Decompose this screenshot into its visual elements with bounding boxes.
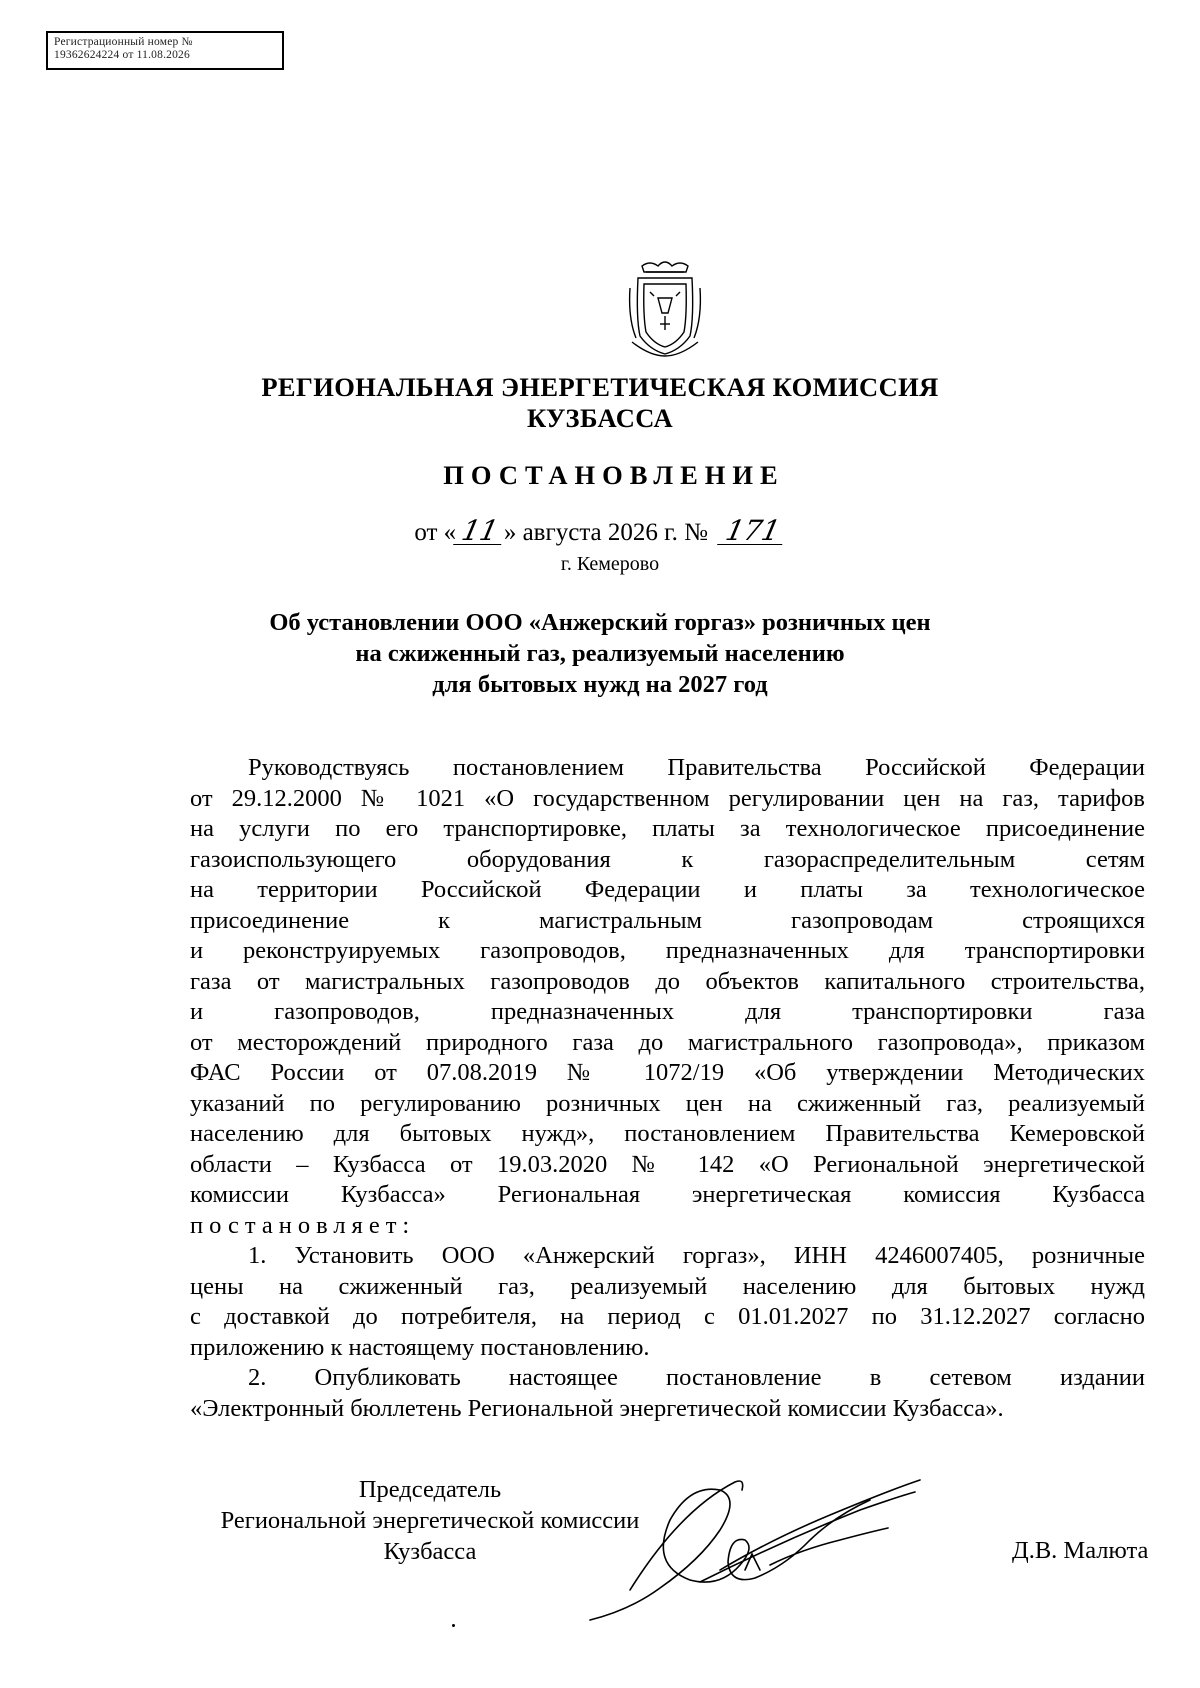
- signatory-title-line2: Региональной энергетической комиссии: [220, 1507, 640, 1534]
- document-body: [190, 753, 1145, 1424]
- city: г. Кемерово: [560, 553, 660, 575]
- subject-line1: Об установлении ООО «Анжерский горгаз» розничных цен: [269, 609, 931, 636]
- registration-stamp: [46, 31, 284, 70]
- date-middle: » августа 2026 г. №: [503, 519, 708, 546]
- body-line-resolves: постановляет:: [190, 1211, 416, 1239]
- body-line: с доставкой до потребителя, на период с 01.01.2027 по 31.12.2027 согласно: [190, 1303, 1145, 1330]
- document-number-handwritten: 171: [717, 518, 788, 545]
- body-line: «Электронный бюллетень Региональной энергетической комиссии Кузбасса».: [190, 1394, 1004, 1422]
- scan-dot: [452, 1624, 455, 1627]
- signatory-title-line3: Кузбасса: [383, 1538, 477, 1565]
- signatory-name: Д.В. Малюта: [1012, 1537, 1149, 1564]
- body-line: комиссии Кузбасса» Региональная энергетическая комиссия Кузбасса: [190, 1181, 1145, 1208]
- body-line: присоединение к магистральным газопроводам строящихся: [190, 906, 1145, 934]
- date-day-handwritten: 11: [453, 518, 506, 545]
- organization-title-line2: КУЗБАССА: [526, 403, 674, 433]
- body-line: населению для бытовых нужд», постановлением Правительства Кемеровской: [190, 1120, 1145, 1147]
- body-line: на территории Российской Федерации и платы за технологическое: [190, 876, 1145, 903]
- body-line: приложению к настоящему постановлению.: [190, 1333, 650, 1361]
- document-subject: [0, 607, 1200, 700]
- subject-line2: на сжиженный газ, реализуемый населению: [355, 640, 845, 667]
- body-line: газоиспользующего оборудования к газораспределительным сетям: [190, 845, 1145, 873]
- body-line: ФАС России от 07.08.2019 № 1072/19 «Об утверждении Методических: [190, 1059, 1145, 1086]
- signatory-title-line1: Председатель: [358, 1476, 502, 1503]
- body-line: и газопроводов, предназначенных для транспортировки газа: [190, 998, 1145, 1025]
- organization-title-line1: РЕГИОНАЛЬНАЯ ЭНЕРГЕТИЧЕСКАЯ КОМИССИЯ: [261, 372, 939, 402]
- date-prefix: от «: [414, 519, 457, 546]
- organization-title: [0, 372, 1200, 434]
- handwritten-signature: [570, 1470, 970, 1630]
- coat-of-arms-icon: [620, 258, 710, 358]
- body-line-item2: 2. Опубликовать настоящее постановление в сетевом издании: [248, 1364, 1145, 1391]
- body-line: и реконструируемых газопроводов, предназначенных для транспортировки: [190, 937, 1145, 964]
- date-line: [0, 514, 1200, 547]
- body-line: от месторождений природного газа до магистрального газопровода», приказом: [190, 1028, 1145, 1056]
- subject-line3: для бытовых нужд на 2027 год: [432, 671, 768, 698]
- registration-stamp-line2: 19362624224 от 11.08.2026: [54, 49, 190, 61]
- body-line: области – Кузбасса от 19.03.2020 № 142 «О Региональной энергетической: [190, 1150, 1145, 1178]
- body-line: Руководствуясь постановлением Правительства Российской Федерации: [248, 754, 1145, 781]
- body-line: на услуги по его транспортировке, платы за технологическое присоединение: [190, 815, 1145, 842]
- document-type: ПОСТАНОВЛЕНИЕ: [443, 460, 785, 490]
- body-line: от 29.12.2000 № 1021 «О государственном регулировании цен на газ, тарифов: [190, 784, 1145, 812]
- body-line: указаний по регулированию розничных цен на сжиженный газ, реализуемый: [190, 1089, 1145, 1117]
- body-line-item1: 1. Установить ООО «Анжерский горгаз», ИНН 4246007405, розничные: [248, 1242, 1145, 1269]
- body-line: цены на сжиженный газ, реализуемый населению для бытовых нужд: [190, 1272, 1145, 1300]
- registration-stamp-line1: Регистрационный номер №: [54, 36, 193, 48]
- body-line: газа от магистральных газопроводов до объектов капитального строительства,: [190, 967, 1145, 995]
